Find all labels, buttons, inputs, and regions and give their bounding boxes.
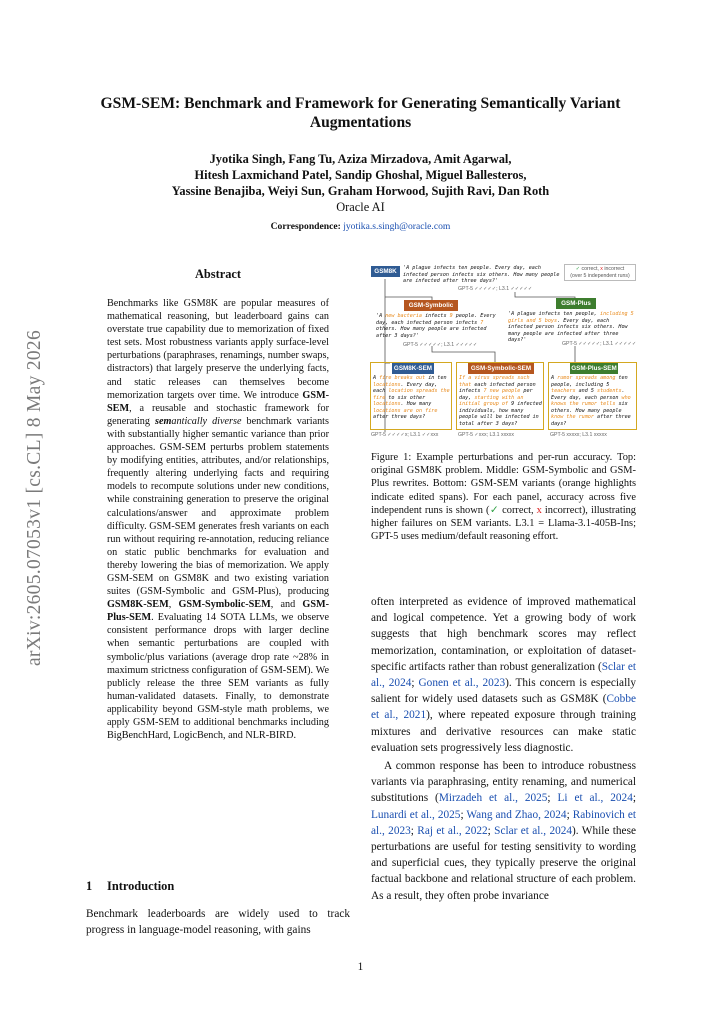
fig-text-span: and 5	[575, 388, 598, 394]
fig-text-span: each infected person infects	[459, 381, 536, 394]
fig-text-span: to six other	[385, 394, 426, 401]
fig-highlight: If a virus spreads such that	[459, 375, 530, 388]
fig-text-span: A	[373, 375, 380, 381]
fig-text-span: A	[551, 375, 558, 381]
abstract-sem-emphasis: sem	[155, 415, 172, 427]
fig-highlight: teachers	[551, 388, 576, 394]
citation-link[interactable]: Cobbe et al., 2021	[371, 693, 636, 722]
fig-highlight: locations are on fire	[373, 407, 438, 414]
figure-1	[370, 262, 638, 442]
fig-highlight: 9	[449, 313, 453, 319]
gsm8k-problem-text: 'A plague infects ten people. Every day, each infected person infects six others. How many people are infected after three days?'	[403, 265, 560, 284]
body-text: ), where repeated exposure through training mixtures and derivative resources can make static evaluation sets progressively less diagnostic.	[371, 709, 636, 754]
abstract-bold-term: GSM8K-SEM	[107, 599, 169, 611]
fig-text-span: 'A plague infects ten people,	[508, 311, 601, 317]
abstract-text: Benchmarks like GSM8K are popular measures of mathematical reasoning, but leaderboard gains can overstate true capability due to memorization of fixed test sets. Most robustness variants apply surface-level perturbations (paraphrases, renamings, number swaps, distractors) that largely preserve the underlying facts, and static releases can themselves become memorization targets over time. We introduce	[107, 298, 329, 401]
citation-link[interactable]: Rabinovich et al., 2023	[371, 808, 637, 837]
author-line: Hitesh Laxmichand Patel, Sandip Ghoshal, Miguel Ballesteros,	[194, 168, 527, 183]
fig-text-span: 'A	[376, 313, 386, 319]
accuracy-legend	[564, 264, 636, 281]
arxiv-stamp	[18, 298, 52, 698]
body-text: ;	[411, 677, 419, 690]
section-number: 1	[86, 879, 93, 893]
abstract-bold-term: GSM-SEM	[107, 389, 329, 414]
abstract-bold-term: GSM-Plus-SEM	[107, 599, 329, 624]
symbolic-sem-result: GPT-5 ✓xxx; L3.1 xxxxx	[458, 432, 514, 438]
citation-link[interactable]: Sclar et al., 2024	[371, 660, 636, 690]
correspondence	[86, 221, 635, 232]
citation-link[interactable]: Mirzadeh et al., 2025	[438, 792, 548, 805]
fig-highlight: locations	[373, 381, 401, 388]
abstract-body	[107, 297, 329, 742]
fig-text-span: in ten	[425, 375, 447, 381]
body-text: ). While these perturbations are useful for testing sensitivity to wording and superficial cues, they typically preserve the original factual backbone and relational structure of each problem. As a result, they often probe invariance	[371, 824, 636, 902]
fig-text-span: others. How many people are infected after 3 days?'	[376, 326, 487, 339]
body-text: ). This concern is especially salient for widely used datasets such as GSM8K (	[371, 677, 636, 706]
fig-highlight: rumor spreads among	[557, 375, 616, 381]
body-text: A common response has been to introduce robustness variants via paraphrasing, entity renaming, and numerical substitutions (	[371, 760, 636, 805]
section-title: Introduction	[107, 879, 175, 893]
citation-link[interactable]: Raj et al., 2022	[417, 824, 488, 837]
body-text: often interpreted as evidence of improved mathematical and logical competence. Yet a growing body of work suggests that high benchmark scores may reflect memorization, contamination, or exploitation of dataset-specific artifacts rather than robust generalization (	[371, 596, 636, 673]
gsm8k-sem-result: GPT-5 ✓✓✓✓x; L3.1 ✓✓xxx	[371, 432, 439, 438]
legend-text: correct,	[580, 266, 601, 272]
correspondence-email-link[interactable]: jyotika.s.singh@oracle.com	[343, 221, 451, 232]
intro-paragraph: A common response has been to introduce robustness variants via paraphrasing, entity renaming, and numerical substitutions (Mirzadeh et al., 2025; Li et al., 2024; Lunardi et al., 2025; Wang and Zhao, 2024; Rabinovich et al., 2023; Raj et al., 2022; Sclar et al., 2024). While these perturbations are useful for testing sensitivity to wording and superficial cues, they typically preserve the original factual backbone and relational structure of each problem. As a result, they often probe invariance	[371, 760, 637, 902]
fig-text-span: . Every day, each infected person infects six others. How many people are infected after three days?'	[508, 317, 628, 343]
cross-icon: x	[600, 266, 603, 272]
fig-text-span: infects	[422, 313, 450, 319]
gsm8k-sem-text	[373, 375, 451, 421]
legend-text: incorrect	[602, 266, 625, 272]
symbolic-sem-tag: GSM-Symbolic-SEM	[468, 363, 534, 374]
abstract-bold-term: GSM-Symbolic-SEM	[178, 599, 271, 611]
plus-problem-text	[508, 311, 636, 344]
page-number: 1	[357, 961, 364, 973]
symbolic-problem-text	[376, 313, 496, 339]
fig-text-span: per day,	[459, 388, 533, 401]
abstract-text: ,	[168, 599, 179, 611]
fig-text-span: after three days?	[551, 414, 631, 427]
intro-paragraph	[371, 594, 636, 756]
citation-link[interactable]: Gonen et al., 2023	[418, 677, 506, 690]
abstract-italic-term: antically diverse	[171, 415, 242, 427]
intro-right-text	[371, 594, 636, 904]
gsm8k-tag: GSM8K	[371, 266, 400, 277]
intro-left-text: Benchmark leaderboards are widely used to track progress in language-model reasoning, with gains	[86, 908, 350, 936]
fig-highlight: know the rumor	[551, 414, 594, 420]
section-heading	[86, 879, 174, 894]
gsm8k-sem-tag: GSM8K-SEM	[393, 365, 433, 372]
check-icon: ✓	[575, 266, 581, 272]
author-list	[86, 151, 635, 200]
affiliation: Oracle AI	[336, 200, 385, 214]
fig-text-span: . How many	[400, 401, 432, 407]
fig-highlight: 7 new people	[483, 388, 521, 394]
fig-highlight: new bacteria	[385, 313, 423, 319]
fig-highlight: starting with an initial group of	[459, 394, 524, 407]
symbolic-result: GPT-5 ✓✓✓✓✓; L3.1 ✓✓✓✓✓	[403, 342, 478, 348]
fig-highlight: fire breaks out	[379, 375, 426, 381]
fig-text-span: six others. How many people	[551, 401, 628, 414]
arxiv-stamp-text: arXiv:2605.07053v1 [cs.CL] 8 May 2026	[24, 329, 45, 667]
citation-link[interactable]: Sclar et al., 2024	[494, 824, 573, 837]
fig-text-span: after three days?	[373, 414, 426, 420]
abstract-text: , and	[270, 599, 303, 611]
gsm8k-result: GPT-5 ✓✓✓✓✓; L3.1 ✓✓✓✓✓	[458, 286, 533, 292]
plus-sem-result: GPT-5 xxxxx; L3.1 xxxxx	[550, 432, 607, 438]
correspondence-label: Correspondence:	[270, 221, 341, 232]
fig-highlight: including 5 girls and 5 boys	[508, 311, 634, 324]
author-line: Jyotika Singh, Fang Tu, Aziza Mirzadova, Amit Agarwal,	[209, 152, 512, 166]
author-line: Yassine Benajiba, Weiyi Sun, Graham Horwood, Sujith Ravi, Dan Roth	[171, 184, 550, 199]
abstract-text: , a reusable and stochastic framework for generating	[107, 402, 329, 427]
citation-link[interactable]: Li et al., 2024	[557, 792, 633, 805]
citation-link[interactable]: Lunardi et al., 2025	[371, 808, 461, 821]
symbolic-tag: GSM-Symbolic	[404, 300, 458, 311]
fig-text-span: ten people, including 5	[551, 375, 628, 388]
caption-text: incorrect), illustrating higher failures on SEM variants. L3.1 = Llama-3.1-405B-Ins; GPT-5 uses medium/default reasoning effort.	[371, 504, 636, 543]
fig-highlight: locations	[373, 401, 401, 407]
figure-caption	[371, 451, 636, 543]
check-icon: ✓	[489, 504, 500, 516]
abstract-heading: Abstract	[194, 267, 242, 281]
fig-highlight: 7	[480, 319, 484, 326]
fig-text-span: . Every day, each person	[551, 388, 625, 401]
plus-tag: GSM-Plus	[556, 298, 596, 309]
plus-sem-tag: GSM-Plus-SEM	[571, 365, 617, 372]
symbolic-sem-text	[459, 375, 543, 427]
fig-text-span: people. Every day, each infected person infects	[376, 313, 496, 326]
fig-highlight: students	[597, 388, 622, 394]
fig-highlight: location spreads the fire	[373, 388, 450, 401]
paper-title: GSM-SEM: Benchmark and Framework for Generating Semantically Variant Augmentations	[100, 95, 621, 131]
fig-highlight: who knows the rumor tells	[551, 394, 631, 407]
abstract-text: benchmark variants with substantially higher semantic variance than prior approaches. GSM-SEM perturbs problem statements by modifying entities, attributes, and/or relationships, frequently altering underlying facts and requiring models to recompute solutions under new conditions, while constraining generation to preserve the original calculations/answer and approximate problem difficulty. GSM-SEM generates fresh variants on each run without requiring re-annotation, reducing reliance on static public benchmarks for evaluation and thereby lowering the bias of memorization. We apply GSM-SEM on GSM8K and two existing variation suites (GSM-Symbolic and GSM-Plus), producing	[107, 415, 329, 598]
fig-text-span: 9 infected individuals, how many people will be infected in total after 3 days?	[459, 401, 542, 427]
caption-text: Figure 1: Example perturbations and per-run accuracy. Top: original GSM8K problem. Middle: GSM-Symbolic and GSM-Plus rewrites. Bottom: GSM-SEM variants (orange highlights indicate edited spans). For each panel, accuracy across five independent runs is shown (	[371, 452, 636, 516]
caption-text: correct,	[499, 504, 537, 516]
connector-line	[432, 346, 495, 363]
legend-note: (over 5 independent runs)	[570, 272, 630, 279]
fig-text-span: . Every day, each	[373, 381, 438, 394]
plus-result: GPT-5 ✓✓✓✓✓; L3.1 ✓✓✓✓✓	[562, 341, 637, 347]
cross-icon: x	[536, 504, 542, 516]
citation-link[interactable]: Wang and Zhao, 2024	[466, 808, 567, 821]
abstract-text: . Evaluating 14 SOTA LLMs, we observe consistent performance drops with larger decline when semantic perturbations are coupled with symbolic/plus variations (average drop rate ~28% in maximum strictness configuration of GSM-SEM). We publicly release the three SEM variants as fully human-validated datasets. Finally, to demonstrate applicability beyond GSM-style math problems, we apply GSM-SEM to additional benchmarks including BigBenchHard, LogicBench, and NLR-BIRD.	[107, 612, 329, 742]
plus-sem-text	[551, 375, 636, 427]
